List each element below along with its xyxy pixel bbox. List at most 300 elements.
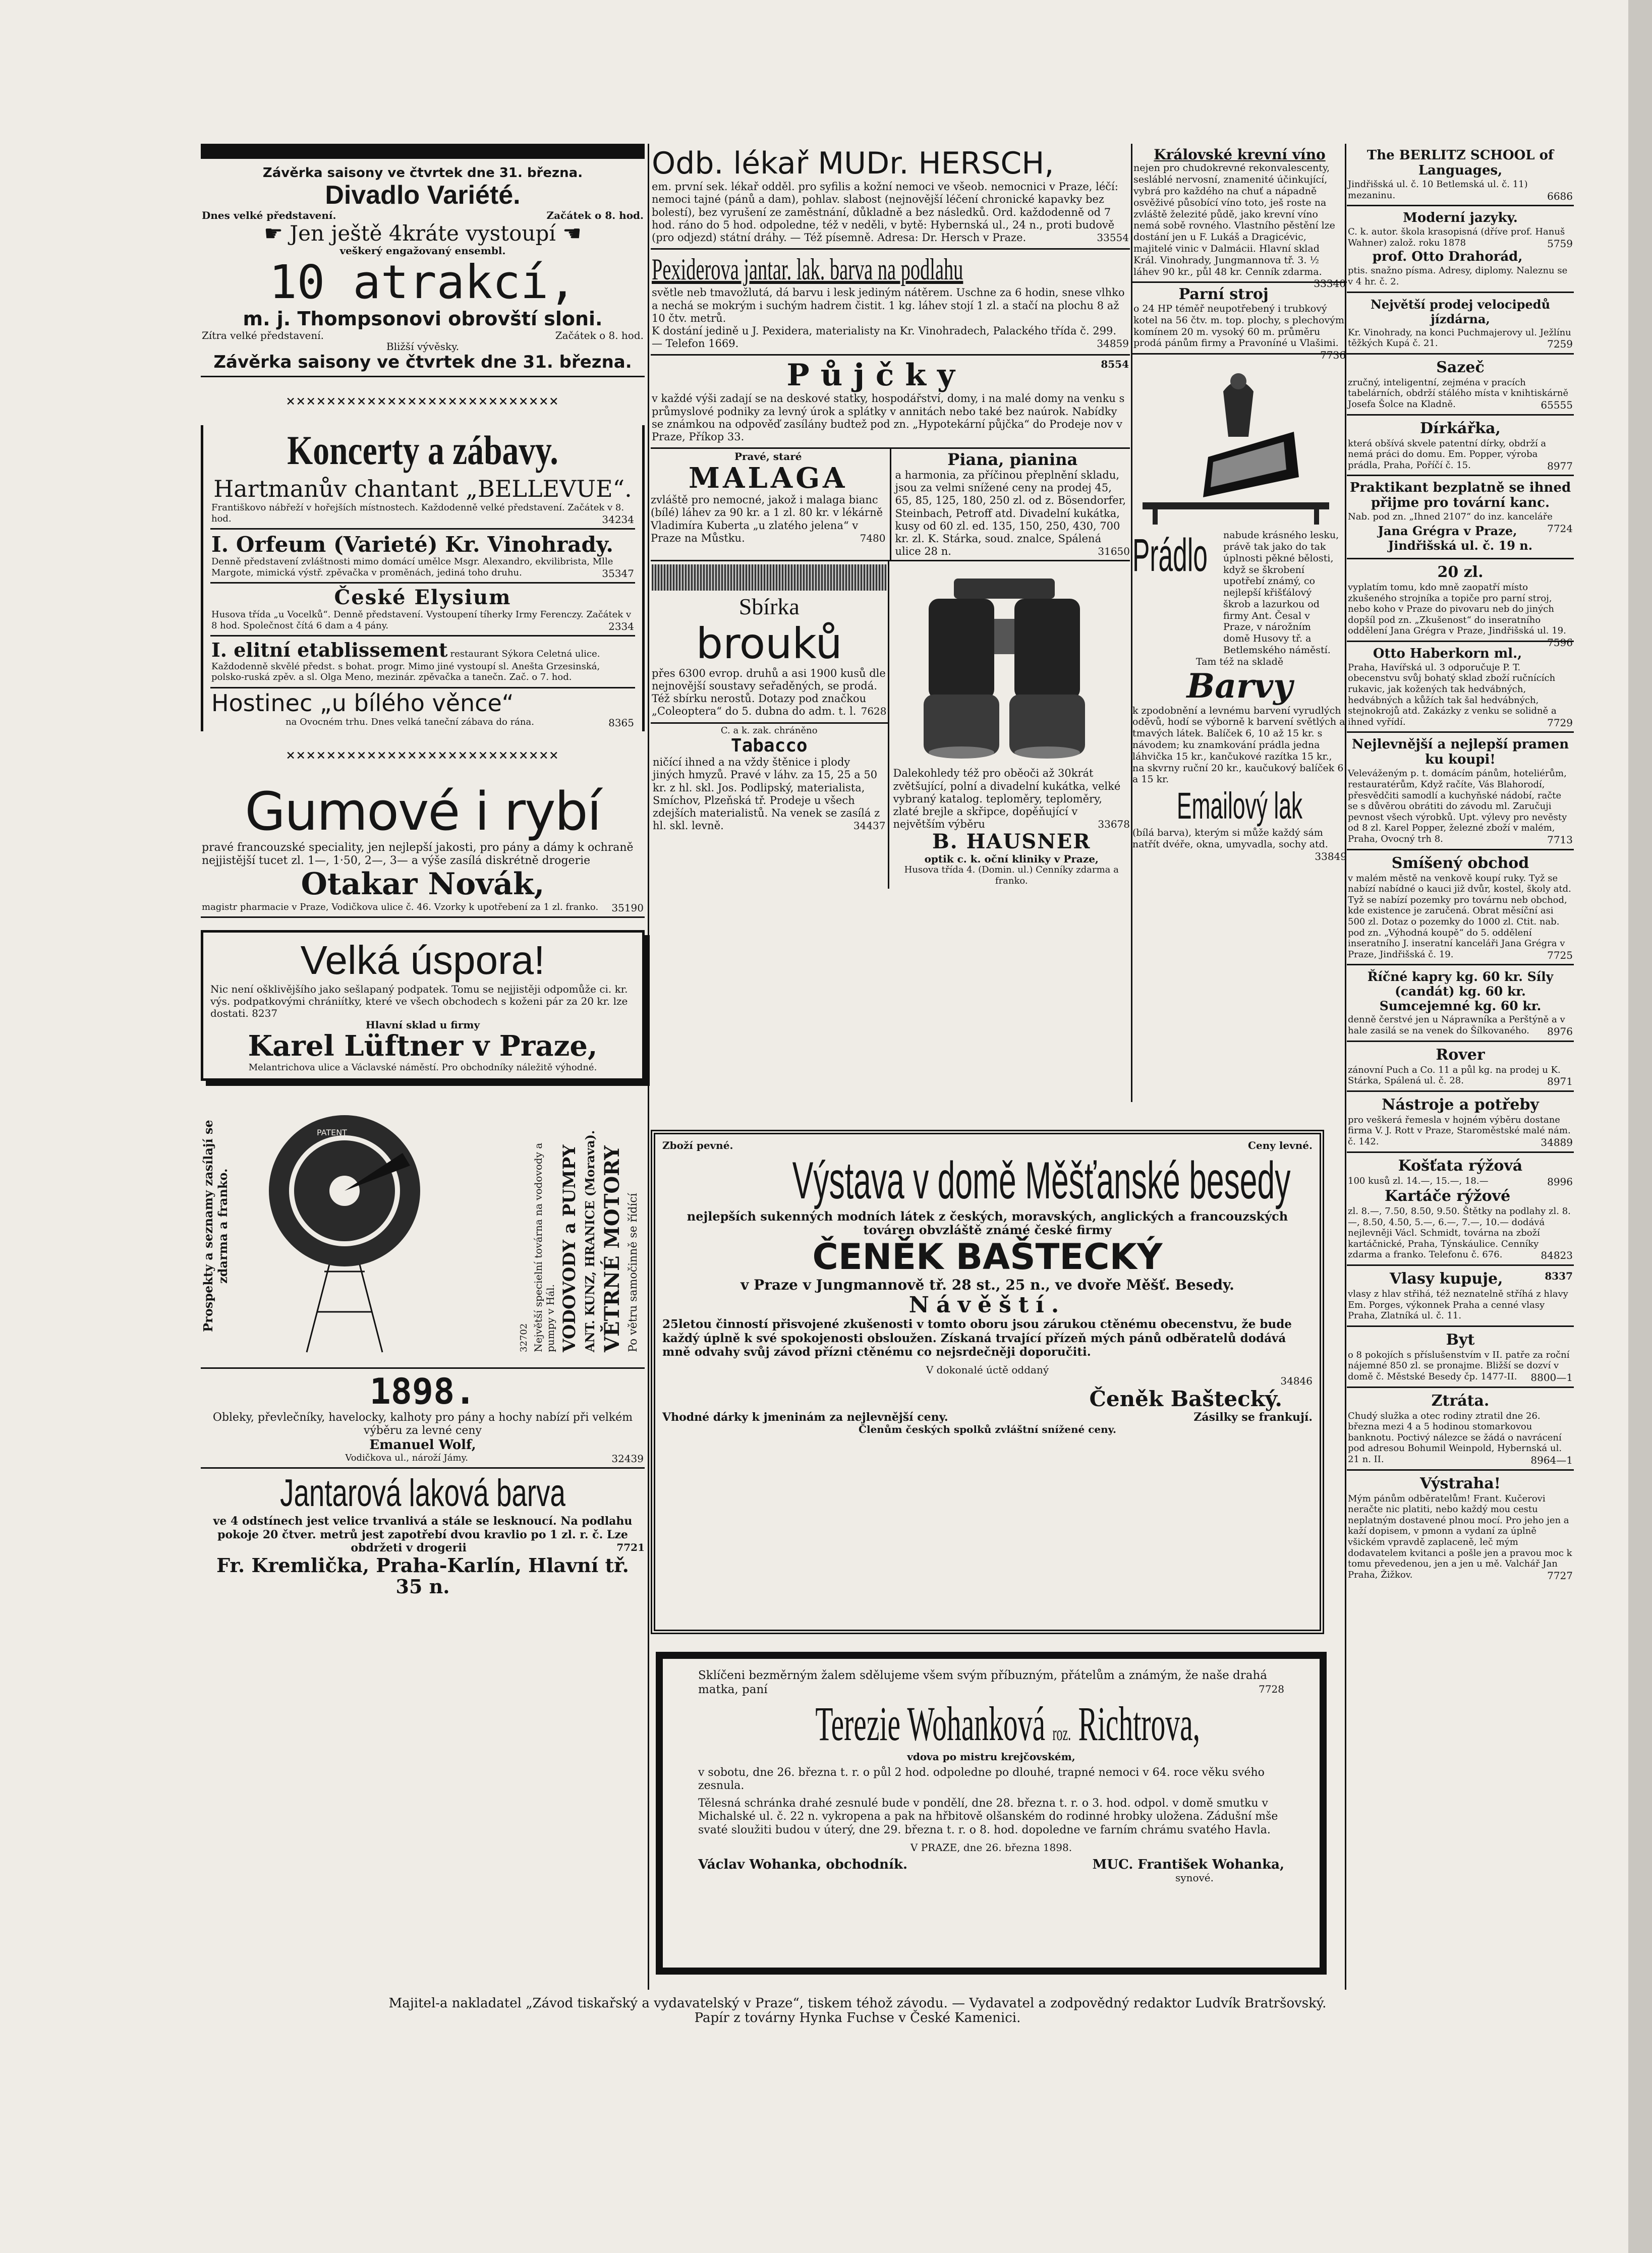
hersch-title: Odb. lékař MUDr. HERSCH, xyxy=(652,146,1054,181)
pexider-title: Pexiderova jantar. lak. barva na podlahu xyxy=(652,253,963,286)
hausner-ad xyxy=(889,561,1130,888)
byt-num: 8800—1 xyxy=(1530,1371,1573,1384)
hausner-body: Dalekohledy též pro oběoči až 30krát zvětšující, polní a divadelní kukátka, velké vybraný katalog. teploměry, teploměry, zlaté brejle a skřipce, dopěňující v největším výběru xyxy=(893,767,1121,831)
vystava-f2: Zásilky se frankují. xyxy=(1193,1410,1313,1424)
classified-kostata xyxy=(1347,1153,1574,1266)
vystava-corner-right: Ceny levné. xyxy=(1248,1139,1313,1151)
variete-l2-text: Dnes velké představení. xyxy=(202,209,336,222)
nastroje-num: 34889 xyxy=(1541,1136,1573,1148)
elysium-title: České Elysium xyxy=(334,586,511,610)
vystava-f3: Členům českých spolků zvláštní snížené ceny. xyxy=(859,1423,1116,1435)
parte-name-2: Richtrova, xyxy=(1078,1697,1201,1751)
gumove-ad xyxy=(201,779,645,918)
bellevue-text xyxy=(211,502,634,524)
classified-20zl xyxy=(1347,559,1574,649)
tabaco-body: ničící ihned a na vždy štěnice i plody jiných hmyzů. Pravé v láhv. za 15, 25 a 50 kr. z hl. skl. Jos. Podlipský, materialista, Smíchov, Plzeňská tř. Prodeje u všech zdejších materialistů. Na venek se zasílá z hl. skl. levně. xyxy=(653,756,880,832)
20zl-body: vyplatím tomu, kdo mně zaopatří místo zkušeného strojníka a topiče pro parní stroj, nebo koho v Praze do pivovaru neb do jiných dopšíl pod zn. „Zkušenost“ do inseratního oddělení Jana Grégra v Praze, Jindřišská ul. 19. xyxy=(1348,582,1566,637)
smiseny-body: v malém městě na venkově koupí ruky. Tyž se nabízí nabídné o kauci již dvůr, kostel, školy atd. Tyž se nabízí pozemky pro továrnu neb obchod, kde existence je zaručená. Obrat měsíční asi 500 zl. Dotaz o pozemky do 1000 zl. Ctit. nab. pod zn. „Výhodná koupě“ do 5. oddělení inseratního J. inseratní kanceláři Jana Grégra v Praze, Jindřišská č. 19. xyxy=(1348,873,1571,960)
vystava-close-text: V dokonalé úctě oddaný xyxy=(926,1364,1049,1376)
jantar-text xyxy=(201,1515,645,1554)
vystava-corner-left: Zboží pevné. xyxy=(662,1139,733,1151)
classified-jazyky xyxy=(1347,206,1574,293)
gumove-text: pravé francouzské speciality, jen nejlepší jakosti, pro pány a dámy k ochraně nejjistější tucet zl. 1—, 1·50, 2—, 3— a výše zasílá diskrétně drogerie xyxy=(202,841,634,868)
pramen-text xyxy=(1348,768,1573,844)
hostinec-title: Hostinec „u bílého věnce“ xyxy=(211,689,514,717)
motory-left-text: Prospekty a seznamy zasílají se zdarma a franko. xyxy=(201,1120,230,1332)
classified-rover xyxy=(1347,1042,1574,1092)
kapry-num: 8976 xyxy=(1547,1025,1573,1037)
variete-line-5: m. j. Thompsonovi obrovští sloni. xyxy=(243,308,603,330)
y1898-addr xyxy=(202,1453,644,1464)
parte-date: V PRAZE, dne 26. března 1898. xyxy=(910,1841,1072,1854)
uspora-sklad: Hlavní sklad u firmy xyxy=(365,1018,480,1031)
imprint-footer xyxy=(202,1996,1513,2026)
classified-ztrata xyxy=(1347,1388,1574,1471)
etablissement-sub: restaurant Sýkora Celetná ulice. xyxy=(450,649,600,660)
haberkorn-text xyxy=(1348,662,1573,728)
classified-vystraha xyxy=(1347,1471,1574,1584)
brouci-l1: Sbírka xyxy=(738,594,800,620)
pexider-text: světle neb tmavožlutá, dá barvu i lesk jediným nátěrem. Uschne za 6 hodin, snese vlhko a nechá se mokrým i suchým hadrem čistit. 1 kg. láhev stojí 1 zl. a stačí na plochu 8 až 10 čtv. metrů. xyxy=(652,286,1125,324)
pujcky-title-text: Půjčky xyxy=(786,358,966,393)
vlasy-title-text: Vlasy kupuje, xyxy=(1389,1270,1503,1288)
pujcky-num: 8554 xyxy=(1101,358,1129,371)
kostata-text xyxy=(1348,1176,1573,1187)
stroj-title: Parní stroj xyxy=(1178,285,1269,304)
classified-praktikant xyxy=(1347,476,1574,559)
rover-text xyxy=(1348,1065,1573,1086)
pointing-hand-right-icon: ☚ xyxy=(555,220,582,246)
column-3 xyxy=(1132,144,1347,862)
kartace-body: zl. 8.—, 7.50, 8.50, 9.50. Štětky na podlahy zl. 8.—, 8.50, 4.50, 5.—, 6.—, 7.—, 10.— dodává nejlevněji Václ. Schmidt, továrna na zboží kartáčnické, Praha, Týnskáulice. Cenníky zdarma a franko. Telefonu č. 676. xyxy=(1348,1206,1571,1260)
20zl-num: 7596 xyxy=(1547,636,1573,649)
elysium-ad xyxy=(210,584,635,637)
pradlo-ad xyxy=(1132,355,1347,862)
pradlo-t4-body: (bílá barva), kterým si může každý sám natřít dvéře, okna, umyvadla, sochy atd. xyxy=(1132,827,1328,850)
hersch-num: 33554 xyxy=(1097,231,1129,244)
column-rule-1 xyxy=(648,144,649,1990)
bellevue-title: Hartmanův chantant „BELLEVUE“. xyxy=(213,475,632,503)
vystava-footer-row xyxy=(662,1411,1313,1424)
parte-syn: synové. xyxy=(1175,1872,1214,1884)
vystava-ad xyxy=(651,1130,1324,1634)
variete-l3-text: Jen ještě 4kráte vystoupí xyxy=(290,220,556,246)
smiseny-num: 7725 xyxy=(1547,949,1573,961)
uspora-addr: Melantrichova ulice a Václavské náměstí. Pro obchodníky náležitě výhodné. xyxy=(248,1062,597,1073)
classified-velocipedy xyxy=(1347,293,1574,355)
jantar-body: ve 4 odstínech jest velice trvanlivá a stále se lesknoucí. Na podlahu pokoje 20 čtver. metrů jest zapotřebí dvou kravlio po 1 zl. r. č. Lze obdržeti v drogerii xyxy=(213,1515,633,1555)
smiseny-text xyxy=(1348,873,1573,960)
kostata-num: 8996 xyxy=(1547,1175,1573,1188)
hausner-addr: Husova třída 4. (Domin. ul.) Cenníky zdarma a franko. xyxy=(904,864,1119,887)
parte-t3: Tělesná schránka drahé zesnulé bude v pondělí, dne 28. března t. r. o 3. hod. odpol. v domě smutku v Michalské ul. č. 22 n. vykropena a pak na hřbitově olšanském do rodinné hrobky uložena. Zádušní mše svaté sloužiti budou v úterý, dne 29. března t. r. o 8. hod. dopoledne ve farním chrámu svatého Havla. xyxy=(698,1797,1278,1836)
20zl-text xyxy=(1348,582,1573,649)
kapry-text xyxy=(1348,1014,1573,1036)
pradlo-side: nabude krásného lesku, právě tak jako do tak úplnosti pěkné bělosti, když se škrobení upotřebí známý, co nejlepší křišťálový škrob a lazurkou od firmy Ant. Česal v Praze, v nárožním domě Husovy tř. a Betlemského náměstí. xyxy=(1223,530,1339,656)
classified-nastroje xyxy=(1347,1092,1574,1153)
brouci-body: přes 6300 evrop. druhů a asi 1900 kusů dle nejnovější soustavy seřaděných, se prodá. Též sbírku nerostů. Dotazy pod značkou „Coleoptera“ do 5. dubna do adm. t. l. xyxy=(652,667,886,718)
brouci-ad xyxy=(651,561,888,723)
parte-name-1: Terezie Wohanková xyxy=(815,1697,1046,1751)
vystava-t2: 25letou činností přisvojené zkušenosti v tomto oboru jsou zárukou ctěnému obecenstvu, že bude každý úplně k své spokojenosti obsloužen. Získaná trvající přízeň mých pánů odběratelů dodává mně odvahy svůj závod přízni ctěnému co nejsrdečněji doporučiti. xyxy=(662,1317,1292,1359)
praktikant-name: Jana Grégra v Praze, Jindřišská ul. č. 19 n. xyxy=(1378,523,1533,553)
pradlo-num: 33849 xyxy=(1315,850,1347,862)
classified-berlitz xyxy=(1347,144,1574,206)
classified-kapry xyxy=(1347,965,1574,1042)
nastroje-text xyxy=(1348,1115,1573,1147)
orfeum-body: Denně představení zvláštnosti mimo domácí umělce Msgr. Alexandro, ekvilibrista, Mlle Margote, mimická výstř. zpěvačka v proměnách, jediná toho druhu. xyxy=(211,556,613,578)
gumove-name: Otakar Novák, xyxy=(301,866,545,902)
dirkarka-text xyxy=(1348,438,1573,471)
kartace-title: Kartáče rýžové xyxy=(1384,1187,1511,1205)
pradlo-t4 xyxy=(1132,827,1347,862)
elysium-body: Husova třída „u Vocelků“. Denně představení. Vystoupení tíherky Irmy Ferenczy. Začátek v 8 hod. Společnost čítá 6 dam a 4 pány. xyxy=(211,609,632,631)
parte-signatures xyxy=(698,1857,1284,1872)
brouci-banner-image xyxy=(652,564,887,591)
elysium-num: 2334 xyxy=(608,620,634,632)
classified-haberkorn xyxy=(1347,642,1574,733)
tabaco-ad xyxy=(651,724,888,835)
pramen-title: Nejlevnější a nejlepší pramen ku koupi! xyxy=(1351,737,1569,768)
hersch-text xyxy=(652,181,1129,244)
orfeum-title: I. Orfeum (Varieté) Kr. Vinohrady. xyxy=(211,532,614,557)
stroj-text xyxy=(1133,303,1346,362)
uspora-firm: Karel Lüftner v Praze, xyxy=(248,1029,598,1063)
sazec-text xyxy=(1348,377,1573,410)
koncerty-title: Koncerty a zábavy. xyxy=(287,427,558,473)
variete-big: 10 atrakcí, xyxy=(269,255,577,310)
berlitz-body: Jindřišská ul. č. 10 Betlemská ul. č. 11) mezaninu. xyxy=(1348,179,1528,201)
hausner-sub: optik c. k. oční kliniky v Praze, xyxy=(924,853,1099,865)
velocipedy-title: Největší prodej velocipedů jízdárna, xyxy=(1370,297,1551,326)
variete-line-2 xyxy=(202,210,644,221)
hostinec-text xyxy=(211,717,634,728)
parte-t2: v sobotu, dne 26. března t. r. o půl 2 hod. odpoledne po dlouhé, trapné nemoci v 64. roce věku svého zesnula. xyxy=(698,1766,1265,1793)
parte-num: 7728 xyxy=(1259,1683,1284,1695)
stroj-num: 7736 xyxy=(1320,349,1346,362)
tabaco-num: 34437 xyxy=(853,820,886,832)
uspora-num: 8237 xyxy=(252,1007,278,1019)
column-4 xyxy=(1347,144,1574,1583)
vino-num: 33340 xyxy=(1314,277,1346,290)
berlitz-num: 6686 xyxy=(1547,190,1573,202)
brouci-hausner-row xyxy=(651,561,1130,888)
pujcky-text: v každé výši zadají se na deskové statky, hospodářství, domy, i na malé domy na venku s průmyslové podniky za levný úrok a splátky v annitách nebo také bez naúrok. Nabídky se známkou na odpověď zasílány budtež pod zn. „Hypotekární půjčka“ do Prodeje nov v Praze, Příkop 33. xyxy=(652,392,1125,443)
imprint-line-1: Majitel-a nakladatel „Závod tiskařský a vydavatelský v Praze“, tiskem téhož závodu. — Vydavatel a zodpovědný redaktor Ludvík Bratršovský. xyxy=(388,1996,1327,2011)
parte-ad xyxy=(656,1652,1327,1975)
byt-title: Byt xyxy=(1446,1331,1475,1349)
jazyky-name: prof. Otto Drahorád, xyxy=(1372,249,1523,265)
kostata-body: 100 kusů zl. 14.—, 15.—, 18.— xyxy=(1348,1175,1489,1186)
classified-sazec xyxy=(1347,355,1574,416)
pramen-body: Veleváženým p. t. domácím pánům, hoteliérům, restauratérům, Když račíte, Vás Blahorodí, přesvědčiti samodlí a kuchyňské nádobí, račte se s důvěrou obrátiti do závodu ml. Zaručuji pevnost všech výrobků. Upt. výlevy pro nevěsty od 8 zl. Karel Popper, železné zboží v malém, Praha, Ovocný trh 8. xyxy=(1348,768,1567,844)
bellevue-ad xyxy=(210,473,635,530)
vystraha-num: 7727 xyxy=(1547,1569,1573,1582)
motory-r2: VĚTRNÉ MOTORY xyxy=(600,1145,624,1352)
y1898-ad xyxy=(201,1369,645,1469)
ztrata-body: Chudý služka a otec rodiny ztratil dne 26. března mezi 4 a 5 hodinou stomarkovou banknotu. Poctivý nálezce se žádá o navrácení pod adresou Bohumil Weinpold, Hybernská ul. 21 n. II. xyxy=(1348,1410,1562,1465)
hostinec-body: na Ovocném trhu. Dnes velká taneční zábava do rána. xyxy=(286,716,534,727)
nastroje-title: Nástroje a potřeby xyxy=(1382,1095,1539,1114)
hostinec-num: 8365 xyxy=(608,716,634,729)
uspora-ad xyxy=(201,930,645,1080)
motory-num: 32702 xyxy=(519,1323,529,1352)
sazec-title: Sazeč xyxy=(1436,358,1485,376)
motory-text-block xyxy=(438,1105,640,1352)
sazec-body: zručný, inteligentní, zejména v pracích tabelárních, obdrží stálého místa v knihtiskárně Josefa Šolce na Kladně. xyxy=(1348,377,1569,410)
malaga-text xyxy=(651,494,886,545)
berlitz-title: The BERLITZ SCHOOL of Languages, xyxy=(1366,148,1554,178)
brouci-text xyxy=(652,667,887,718)
byt-body: o 8 pokojích s příslušenstvím v II. patře za roční nájemné 850 zl. se pronajme. Bližší se dozví v domě č. Městské Besedy čp. 1477-II. xyxy=(1348,1349,1570,1382)
brouci-tabaco-column xyxy=(651,561,889,888)
pradlo-barvy: Barvy xyxy=(1186,666,1293,706)
ztrata-num: 8964—1 xyxy=(1530,1454,1573,1466)
rover-title: Rover xyxy=(1436,1046,1485,1064)
jazyky-title: Moderní jazyky. xyxy=(1403,210,1518,226)
variete-title: Divadlo Variété. xyxy=(325,181,521,210)
dirkarka-num: 8977 xyxy=(1547,459,1573,472)
pradlo-title: Prádlo xyxy=(1132,530,1208,582)
ad-divadlo-variete xyxy=(201,163,645,377)
hersch-ad xyxy=(651,144,1130,250)
hausner-name: B. HAUSNER xyxy=(932,830,1091,854)
parte-s2: MUC. František Wohanka, xyxy=(1092,1857,1284,1873)
y1898-text: Obleky, převlečníky, havelocky, kalhoty pro pány a hochy nabízí při velkém výběru za levné ceny xyxy=(212,1411,633,1437)
stroj-ad xyxy=(1132,283,1347,362)
vino-body: nejen pro chudokrevné rekonvalescenty, sesláblé nervosní, znamenité účinkující, vybrá pro každého na chuť a nápadně osvěživé působící víno toto, ješ roste na zvláště železité půdě, jako krevní víno nemá sobě rovného. Vlastního pěstění lze dostání jen u F. Lukáš a Dragicévic, majitelé vinic v Dalmácii. Hlavní sklad Král. Vinohrady, Jungmannova tř. 3. ½ láhev 90 kr., půl 48 kr. Cenník zdarma. xyxy=(1133,162,1335,277)
hostinec-ad xyxy=(210,688,635,729)
vystraha-title: Výstraha! xyxy=(1420,1474,1501,1492)
stroj-body: o 24 HP téměř neupotřebený i trubkový kotel na 56 čtv. m. top. plochy, s plechovým komínem 20 m. vysoký 60 m. průměru prodá pánům firmy a Pravoníné u Vlašimi. xyxy=(1133,303,1344,349)
pramen-num: 7713 xyxy=(1547,834,1573,846)
motory-r4: VODOVODY a PUMPY xyxy=(559,1144,580,1352)
malaga-head: Pravé, staré xyxy=(734,450,802,463)
vino-title: Královské krevní víno xyxy=(1154,146,1326,163)
parte-roz: roz. xyxy=(1052,1722,1071,1745)
tabaco-head: C. a k. zak. chráněno xyxy=(720,725,818,736)
jazyky-body: C. k. autor. škola krasopisná (dříve prof. Hanuš Wahner) založ. roku 1878 xyxy=(1348,226,1565,248)
20zl-title: 20 zl. xyxy=(1437,563,1484,581)
piana-ad xyxy=(891,449,1130,560)
pujcky-ad xyxy=(651,356,1130,449)
etablissement-head xyxy=(211,640,634,661)
classified-pramen xyxy=(1347,733,1574,850)
variete-l6b-text: Začátek o 8. hod. xyxy=(555,329,644,341)
velocipedy-body: Kr. Vinohrady, na konci Puchmajerovy ul. Ježlínu těžkých Kupá č. 21. xyxy=(1348,327,1571,349)
dirkarka-title: Dírkářka, xyxy=(1420,419,1501,437)
iron-image xyxy=(1132,361,1339,528)
motory-r5: Největší specielní továrna na vodovody a pumpy v Hál. xyxy=(532,1142,556,1352)
hersch-body: em. první sek. lékař odděl. pro syfilis a kožní nemoci ve všeob. nemocnici v Praze, léčí: nemoci tajné (pánů a dam), pohlav. slabost (nejnovější léčení chronické kapavky bez bolestí), bez vyrušení ze zaměstnání, důkladně a bez následků. Ord. každodenně od 7 hod. ráno do 5 hod. odpoledne, též v neděli, v bytě: Hybernská ul., 24 n., proti budově (pro odjezd) státní dráhy. — Též písemně. Adresa: Dr. Hersch v Praze. xyxy=(652,181,1118,244)
classified-dirkarka xyxy=(1347,416,1574,477)
x-border-bottom: ××××××××××××××××××××××××××× xyxy=(286,746,559,765)
classified-vlasy xyxy=(1347,1266,1574,1327)
top-black-bar xyxy=(201,144,645,159)
hausner-num: 33678 xyxy=(1098,818,1130,831)
kartace-num: 84823 xyxy=(1541,1249,1573,1262)
malaga-num: 7480 xyxy=(860,532,886,544)
dirkarka-body: která obšívá skvele patentní dírky, obdrží a nemá práci do domu. Em. Popper, výroba prádla, Praha, Poříčí č. 15. xyxy=(1348,438,1547,471)
jazyky-num: 5759 xyxy=(1547,237,1573,250)
piana-title: Piana, pianina xyxy=(947,450,1078,470)
hausner-text xyxy=(893,767,1130,831)
windmill-label: PATENT xyxy=(317,1127,347,1137)
vino-text xyxy=(1133,162,1346,290)
kapry-title: Říčné kapry kg. 60 kr. Síly (candát) kg. 60 kr. Sumcejemné kg. 60 kr. xyxy=(1367,969,1554,1014)
praktikant-body: Nab. pod zn. „Ihned 2107“ do inz. kanceláře xyxy=(1348,511,1553,523)
bellevue-body: Františkovo nábřeží v hořejších místnostech. Každodenně velké představení. Začátek v 8. hod. xyxy=(211,502,624,524)
pujcky-title xyxy=(652,359,1129,392)
koncerty-box xyxy=(201,392,645,765)
parte-sub: vdova po mistru krejčovském, xyxy=(907,1750,1075,1763)
tabaco-title: Tabacco xyxy=(730,735,808,756)
classified-smiseny xyxy=(1347,850,1574,966)
gumove-title: Gumové i rybí xyxy=(245,781,601,843)
haberkorn-body: Praha, Havířská ul. 3 odporučuje P. T. obecenstvu svůj bohatý sklad zboží ručnících rukavic, jak kožených tak hedvábných, hedvábných a kůžích tak šal hedvábných, stejnokrojů atd. Zakázky z venku se solidně a ihned vyřídí. xyxy=(1348,662,1557,727)
y1898-num: 32439 xyxy=(611,1452,644,1465)
pradlo-title-row xyxy=(1132,530,1347,656)
variete-line-1: Závěrka saisony ve čtvrtek dne 31. března. xyxy=(262,165,583,181)
uspora-title: Velká úspora! xyxy=(300,938,545,983)
motory-r1: Po větru samočinně se řídící xyxy=(627,1192,640,1352)
jantar-title: Jantarová laková barva xyxy=(280,1472,565,1515)
piana-num: 31650 xyxy=(1098,545,1130,558)
malaga-body: zvláště pro nemocné, jakož i malaga bianc (bílé) láhev za 90 kr. a 1 zl. 80 kr. v lékárně Vladimíra Kuberta „u zlatého jelena“ v Praze na Můstku. xyxy=(651,494,883,544)
orfeum-num: 35347 xyxy=(602,567,634,580)
vystava-name: ČENĚK BAŠTECKÝ xyxy=(812,1236,1163,1278)
piana-body: a harmonia, za příčinou přeplnění skladu, jsou za velmi snížené ceny na prodej 45, 65, 85, 125, 180, 250 zl. od z. Bösendorfer, Steinbach, Petroff atd. Divadelní kukátka, kusy od 60 zl. ed. 135, 150, 250, 430, 700 kr. zl. K. Stárka, soud. znalce, Spálená ulice 28 n. xyxy=(895,469,1126,558)
malaga-piana-row xyxy=(651,449,1130,561)
pradlo-email: Emailový lak xyxy=(1176,785,1303,827)
velocipedy-num: 7259 xyxy=(1547,338,1573,351)
orfeum-text xyxy=(211,556,634,578)
classified-byt xyxy=(1347,1327,1574,1388)
variete-line-6 xyxy=(202,330,644,341)
motory-ad xyxy=(201,1095,645,1369)
vystava-f1: Vhodné dárky k jmeninám za nejlevnější ceny. xyxy=(662,1410,948,1424)
tabaco-text xyxy=(653,756,886,832)
berlitz-text xyxy=(1348,179,1573,201)
orfeum-ad xyxy=(210,530,635,584)
praktikant-text xyxy=(1348,511,1573,535)
velocipedy-text xyxy=(1348,327,1573,349)
vystava-addr: v Praze v Jungmannově tř. 28 st., 25 n., ve dvoře Měšť. Besedy. xyxy=(740,1276,1234,1293)
vystava-close xyxy=(662,1364,1313,1375)
variete-l2b-text: Začátek o 8. hod. xyxy=(546,209,644,222)
brouci-num: 7628 xyxy=(861,705,887,718)
jazyky-t2: ptis. snažno písma. Adresy, diplomy. Naleznu se v 4 hr. č. 2. xyxy=(1348,265,1568,287)
gumove-addr-text: magistr pharmacie v Praze, Vodičkova ulice č. 46. Vzorky k upotřebení za 1 zl. franko. xyxy=(202,901,599,912)
ztrata-text xyxy=(1348,1411,1573,1465)
pexider-num: 34859 xyxy=(1097,337,1129,350)
sazec-num: 65555 xyxy=(1541,398,1573,411)
kartace-text xyxy=(1348,1206,1573,1260)
smiseny-title: Smíšený obchod xyxy=(1391,854,1529,872)
column-2 xyxy=(651,144,1130,889)
vystava-navesti: Návěští. xyxy=(908,1292,1066,1318)
brouci-l2: brouků xyxy=(696,618,842,668)
vlasy-title xyxy=(1348,1270,1573,1288)
jantar-num: 7721 xyxy=(616,1541,645,1554)
pexider-body-2: K dostání jedině u J. Pexidera, materialisty na Kr. Vinohradech, Palackého třída č. 299. — Telefon 1669. xyxy=(652,324,1117,350)
pexider-ad xyxy=(651,250,1130,356)
nastroje-body: pro veškerá řemesla v hojném výběru dostane firma V. J. Rott v Praze, Staroměstské malé nám. č. 142. xyxy=(1348,1114,1571,1147)
vystava-num: 34846 xyxy=(1280,1375,1313,1388)
vystava-corners xyxy=(662,1139,1313,1151)
y1898-addr-text: Vodičkova ul., nároží Jámy. xyxy=(345,1452,469,1463)
malaga-ad xyxy=(651,449,891,560)
vystava-sign: Čeněk Baštecký. xyxy=(1089,1386,1282,1411)
piana-text xyxy=(895,469,1130,558)
uspora-body: Nic není ošklivějšího jako sešlapaný podpatek. Tomu se nejjistěji odpomůže ci. kr. výs. podpatkovými chrániítky, které ve všech obchodech s koženi pár za 20 kr. lze dostati. xyxy=(210,983,628,1019)
variete-line-7: Bližší vývěsky. xyxy=(386,340,460,353)
vystraha-body: Mým pánům odběratelům! Frant. Kučerovi neračte nic platiti, nebo každý mou cestu neplatným dostavené plnou mocí. Pro jeho jen a kaží dopisem, v pmonn a vydaní za úplně všickém vpravdě zaplaceně, leč mým dodavatelem kvitanci a pošle jen a pravou moc k tomu převedenou, jen a jen u mě. Valchář Jan Praha, Žižkov. xyxy=(1348,1493,1572,1580)
vystraha-text xyxy=(1348,1493,1573,1581)
jantar-ad xyxy=(201,1469,645,1597)
jantar-firm: Fr. Kremlička, Praha-Karlín, Hlavní tř. 35 n. xyxy=(216,1553,629,1598)
jazyky-text xyxy=(1348,226,1573,248)
motory-r3: ANT. KUNZ, HRANICE (Morava). xyxy=(583,1130,597,1352)
y1898-title: 1898. xyxy=(369,1370,476,1412)
pointing-hand-left-icon: ☛ xyxy=(264,220,290,246)
kapry-body: denně čerstvé jen u Náprawníka a Perštýně a v hale zasilá se na venek do Šílkovaného. xyxy=(1348,1014,1565,1036)
variete-line-3 xyxy=(202,221,644,245)
etablissement-text: Každodenně skvělé předst. s bohat. progr. Mimo jiné vystoupí sl. Anešta Grzesinská, polsko-ruská zpěv. a sl. Olga Meno, mezinár. zpěvačka a tanečn. Zač. o 7. hod. xyxy=(211,661,600,683)
variete-line-4: veškerý engažovaný ensembl. xyxy=(339,244,506,257)
byt-text xyxy=(1348,1350,1573,1382)
vlasy-num: 8337 xyxy=(1545,1270,1573,1283)
haberkorn-num: 7729 xyxy=(1547,716,1573,729)
windmill-image xyxy=(261,1105,428,1357)
etablissement-ad xyxy=(210,637,635,688)
haberkorn-title: Otto Haberkorn ml., xyxy=(1373,646,1522,661)
parte-name xyxy=(815,1697,1201,1751)
binoculars-image xyxy=(893,563,1115,765)
bellevue-num: 34234 xyxy=(602,513,634,526)
praktikant-title: Praktikant bezplatně se ihned přijme pro tovární kanc. xyxy=(1349,480,1571,511)
parte-t1-body: Sklíčeni bezměrným žalem sdělujeme všem svým příbuzným, přátelům a známým, že naše drahá matka, paní xyxy=(698,1669,1267,1696)
vystava-title: Výstava v domě Měšťanské besedy xyxy=(792,1151,1291,1210)
column-1 xyxy=(201,144,645,1598)
rover-body: zánovní Puch a Co. 11 a půl kg. na prodej u K. Stárka, Spálená ul. č. 28. xyxy=(1348,1064,1561,1086)
vlasy-text: vlasy z hlav střihá, též neznatelně stříhá z hlavy Em. Porges, výkonnek Praha a cenné vlasy Praha, Zlatníká ul. č. 11. xyxy=(1348,1289,1568,1321)
kostata-title: Košťata rýžová xyxy=(1398,1157,1523,1175)
variete-l6-text: Zítra velké představení. xyxy=(202,329,324,341)
parte-s1: Václav Wohanka, obchodník. xyxy=(698,1857,908,1873)
ztrata-title: Ztráta. xyxy=(1431,1392,1490,1410)
elysium-text xyxy=(211,609,634,631)
vystava-t1: nejlepších sukenných modních látek z českých, moravských, anglických a francouzských továren obvzláště známé české firmy xyxy=(687,1209,1288,1238)
etablissement-title: I. elitní etablissement xyxy=(211,639,448,662)
page-edge-shadow xyxy=(1628,0,1652,2253)
variete-line-8: Závěrka saisony ve čtvrtek dne 31. března. xyxy=(213,352,632,372)
pradlo-t2: Tam též na skladě xyxy=(1195,656,1284,667)
uspora-text xyxy=(210,983,635,1019)
pexider-text-2 xyxy=(652,325,1129,350)
malaga-title: MALAGA xyxy=(688,461,848,495)
parte-t1 xyxy=(698,1669,1284,1697)
praktikant-num: 7724 xyxy=(1547,522,1573,535)
y1898-name: Emanuel Wolf, xyxy=(369,1437,476,1453)
x-border-top: ××××××××××××××××××××××××××× xyxy=(286,392,559,410)
gumove-addr xyxy=(202,902,644,913)
gumove-num: 35190 xyxy=(611,901,644,914)
imprint-line-2: Papír z továrny Hynka Fuchse v České Kamenici. xyxy=(694,2010,1021,2026)
pradlo-t3: k zpodobnění a levnému barvení vyrudlých oděvů, hodí se výborně k barvení světlých a tmavých látek. Balíček 6, 10 až 15 kr. s návodem; ku znamkování prádla jedna láhvička 15 kr., kančukové razítka 15 kr., na skvrny ruční 20 kr., kaučukový balíček 6 a 15 kr. xyxy=(1132,705,1345,785)
vino-ad xyxy=(1132,144,1347,290)
rover-num: 8971 xyxy=(1547,1075,1573,1088)
